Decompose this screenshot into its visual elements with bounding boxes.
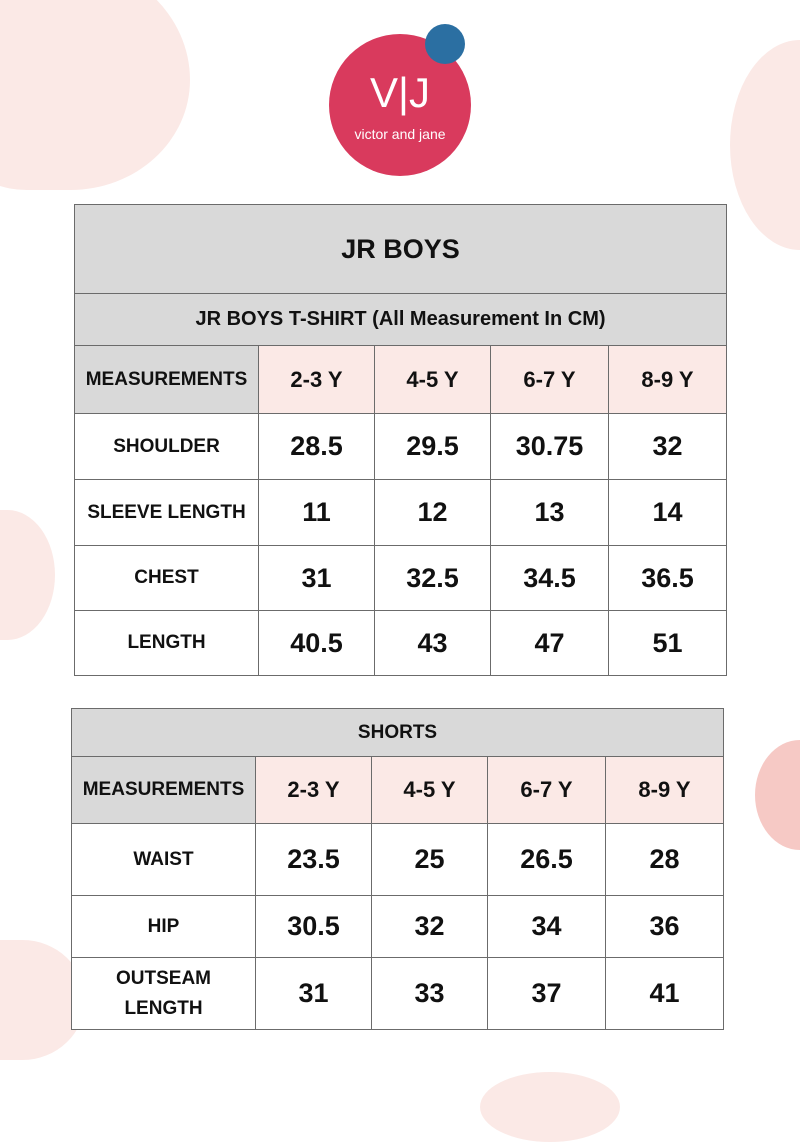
decor-blob: [0, 510, 55, 640]
measurement-value: 12: [375, 480, 491, 546]
table-row: [75, 611, 727, 676]
measurement-value: 41: [606, 958, 724, 1030]
table-row: [72, 824, 724, 896]
measurement-value: 47: [491, 611, 609, 676]
measurement-value: 32.5: [375, 546, 491, 611]
table-title: JR BOYS: [75, 205, 727, 294]
measurements-header: MEASUREMENTS: [75, 346, 259, 414]
measurement-value: 51: [609, 611, 727, 676]
logo-brand-name: victor and jane: [354, 126, 446, 142]
row-label: SHOULDER: [75, 414, 259, 480]
measurement-value: 36: [606, 896, 724, 958]
measurements-header: MEASUREMENTS: [72, 757, 256, 824]
measurement-value: 32: [372, 896, 488, 958]
measurement-value: 32: [609, 414, 727, 480]
row-label: WAIST: [72, 824, 256, 896]
size-header: 4-5 Y: [372, 757, 488, 824]
measurement-value: 11: [259, 480, 375, 546]
table-title: SHORTS: [72, 709, 724, 757]
measurement-value: 43: [375, 611, 491, 676]
table-row: [72, 896, 724, 958]
shorts-size-table: [71, 708, 724, 1030]
size-header: 2-3 Y: [256, 757, 372, 824]
measurement-value: 40.5: [259, 611, 375, 676]
size-header: 2-3 Y: [259, 346, 375, 414]
row-label: HIP: [72, 896, 256, 958]
table-subtitle: JR BOYS T-SHIRT (All Measurement In CM): [75, 294, 727, 346]
measurement-value: 34.5: [491, 546, 609, 611]
measurement-value: 23.5: [256, 824, 372, 896]
row-label: CHEST: [75, 546, 259, 611]
measurement-value: 31: [259, 546, 375, 611]
measurement-value: 34: [488, 896, 606, 958]
measurement-value: 26.5: [488, 824, 606, 896]
size-header: 8-9 Y: [606, 757, 724, 824]
brand-logo: [329, 34, 471, 176]
measurement-value: 30.5: [256, 896, 372, 958]
measurement-value: 36.5: [609, 546, 727, 611]
row-label: LENGTH: [75, 611, 259, 676]
decor-blob: [755, 740, 800, 850]
table-row: [75, 480, 727, 546]
measurement-value: 37: [488, 958, 606, 1030]
measurement-value: 13: [491, 480, 609, 546]
decor-blob: [730, 40, 800, 250]
measurement-value: 30.75: [491, 414, 609, 480]
measurement-value: 25: [372, 824, 488, 896]
size-header: 8-9 Y: [609, 346, 727, 414]
measurement-value: 14: [609, 480, 727, 546]
logo-dot-icon: [425, 24, 465, 64]
measurement-value: 33: [372, 958, 488, 1030]
row-label: OUTSEAM LENGTH: [72, 958, 256, 1030]
measurement-value: 28.5: [259, 414, 375, 480]
logo-mark: V|J: [370, 69, 430, 116]
row-label: SLEEVE LENGTH: [75, 480, 259, 546]
table-row: [72, 958, 724, 1030]
measurement-value: 29.5: [375, 414, 491, 480]
decor-blob: [0, 0, 190, 190]
size-header: 6-7 Y: [488, 757, 606, 824]
measurement-value: 31: [256, 958, 372, 1030]
decor-blob: [480, 1072, 620, 1142]
measurement-value: 28: [606, 824, 724, 896]
tshirt-size-table: [74, 204, 727, 676]
table-row: [75, 414, 727, 480]
table-row: [75, 546, 727, 611]
size-header: 4-5 Y: [375, 346, 491, 414]
size-header: 6-7 Y: [491, 346, 609, 414]
